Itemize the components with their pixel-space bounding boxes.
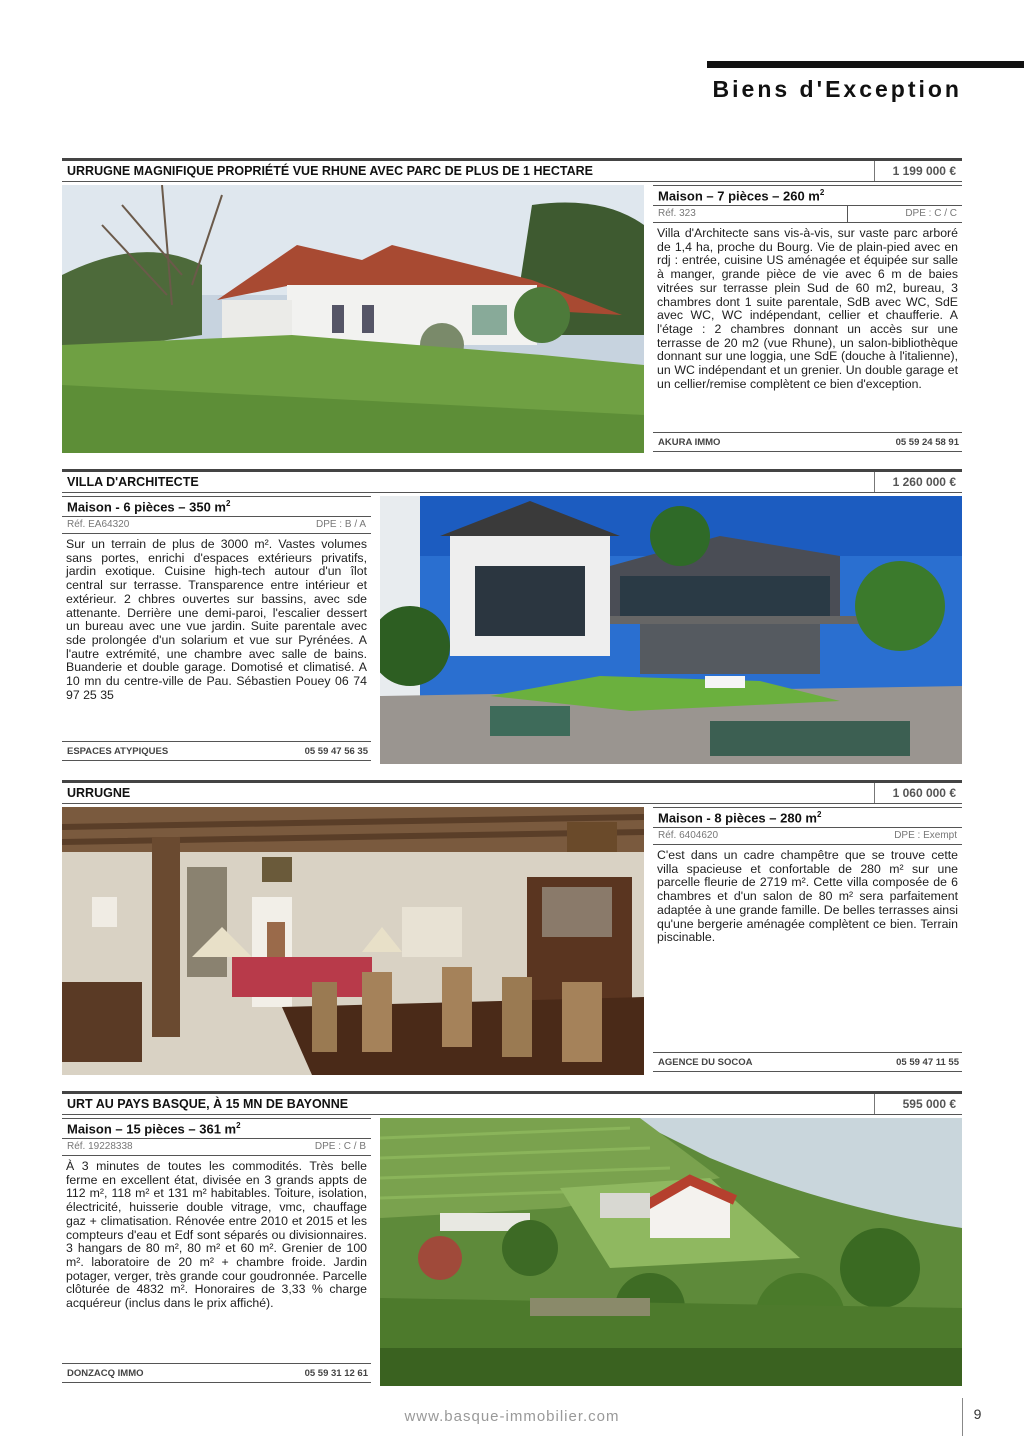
- listing-type: Maison – 7 pièces – 260 $m^2$: [653, 185, 962, 206]
- listing-info-panel: [62, 1118, 371, 1387]
- agency-phone: 05 59 47 56 35: [304, 746, 368, 757]
- listing-dpe: DPE : Exempt: [894, 830, 957, 841]
- listing-info-panel: [653, 185, 962, 454]
- ref-row: [62, 1139, 371, 1156]
- agency-row: [62, 741, 371, 761]
- property-photo: [380, 496, 962, 764]
- listing-info-panel: [653, 807, 962, 1076]
- listing-description: C'est dans un cadre champêtre que se trouve cette villa spacieuse et confortable de 280 m² sur une parcelle fleurie de 2719 m². Cette villa composée de 6 chambres et d'un salon de 80 m² sera parfaitement adaptée à une grande famille. De belles terrasses ainsi qu'une bergerie aménagée complètent ce bien. Terrain piscinable.: [657, 848, 958, 945]
- listing-description: Villa d'Architecte sans vis-à-vis, sur vaste parc arboré de 1,4 ha, proche du Bourg. Vie de plain-pied avec en rdj : entrée, cuisine US aménagée et équipée sur salle à manger, grande pièce de vie avec 6 m de baies vitrées sur terrasse plein Sud de 60 m2, bureau, 3 chambres dont 1 suite parentale, SdB avec WC, SdE avec WC, WC indépendant, cellier et chaufferie. A l'étage : 2 chambres donnant un accès sur une terrasse de 20 m2 (vue Rhune), un salon-bibliothèque donnant sur une loggia, une SdE (douche à l'italienne), un WC indépendant et un grenier. Un double garage et un cellier/remise complètent ce bien d'exception.: [657, 226, 958, 391]
- agency-phone: 05 59 31 12 61: [304, 1368, 368, 1379]
- listing-title-row: [62, 158, 962, 182]
- agency-row: [653, 1052, 962, 1072]
- listing-2: [62, 469, 962, 765]
- ref-row: [653, 828, 962, 845]
- listing-info-panel: [62, 496, 371, 765]
- listing-dpe: DPE : B / A: [315, 519, 366, 530]
- listing-title: VILLA D'ARCHITECTE: [67, 475, 199, 489]
- listing-dpe: DPE : C / C: [905, 208, 957, 219]
- listing-ref: Réf. 6404620: [658, 830, 719, 841]
- listing-description: Sur un terrain de plus de 3000 m². Vastes volumes sans portes, enrichi d'espaces extérieurs privatifs, jardin exotique. Cuisine high-tech autour d'un îlot central sur terrasse. Transparence entre intérieur et extérieur. 2 chbres ouvertes sur bassins, avec sde attenante. Derrière une demi-paroi, l'escalier dessert un bureau avec une vue jardin. Suite parentale avec sde prolongée d'un solarium et vue sur Pyrénées. A l'autre extrémité, une chambre avec salle de bains. Buanderie et double garage. Domotisé et climatisé. A 10 mn du centre-ville de Pau. Sébastien Pouey 06 74 97 25 35: [66, 537, 367, 702]
- listing-title-row: [62, 1091, 962, 1115]
- listing-title-row: [62, 780, 962, 804]
- listing-ref: Réf. 323: [653, 206, 848, 222]
- listing-1: [62, 158, 962, 454]
- listing-title: URRUGNE MAGNIFIQUE PROPRIÉTÉ VUE RHUNE AVEC PARC DE PLUS DE 1 HECTARE: [67, 164, 593, 178]
- property-photo: [380, 1118, 962, 1386]
- listing-description: À 3 minutes de toutes les commodités. Très belle ferme en excellent état, divisée en 3 grands appts de 112 m², 118 m² et 131 m² habitables. Toiture, isolation, électricité, huisserie double vitrage, vmc, chauffage gaz + climatisation. Rénovée entre 2010 et 2015 et les compteurs d'eau et Edf sont séparés ou divisionnaires. 3 hangars de 80 m², 80 m² et 60 m². Grenier de 100 m². laboratoire de 20 m² + chambre froide. Jardin potager, verger, très grande cour goudronnée. Parcelle clôturée de 4832 m². Honoraires de 3,33 % charge acquéreur (inclus dans le prix affiché).: [66, 1159, 367, 1311]
- property-photo: [62, 185, 644, 453]
- listing-type: Maison - 6 pièces – 350 $m^2$: [62, 496, 371, 517]
- agency-name: ESPACES ATYPIQUES: [67, 746, 169, 757]
- listing-price: 595 000 €: [874, 1094, 962, 1114]
- listing-type: Maison - 8 pièces – 280 $m^2$: [653, 807, 962, 828]
- agency-phone: 05 59 24 58 91: [895, 437, 959, 448]
- listing-ref: Réf. EA64320: [67, 519, 130, 530]
- listing-3: [62, 780, 962, 1076]
- listing-dpe: DPE : C / B: [314, 1141, 366, 1152]
- listing-price: 1 260 000 €: [874, 472, 962, 492]
- website-url: www.basque-immobilier.com: [404, 1408, 620, 1425]
- listing-title-row: [62, 469, 962, 493]
- property-photo: [62, 807, 644, 1075]
- listing-type: Maison – 15 pièces – 361 $m^2$: [62, 1118, 371, 1139]
- listing-ref: Réf. 19228338: [67, 1141, 133, 1152]
- page-number: 9: [962, 1398, 992, 1436]
- agency-name: DONZACQ IMMO: [67, 1368, 144, 1379]
- agency-row: [62, 1363, 371, 1383]
- ref-row: [653, 206, 962, 223]
- header-accent-bar: [707, 61, 1024, 68]
- agency-name: AKURA IMMO: [658, 437, 721, 448]
- listing-title: URT AU PAYS BASQUE, À 15 MN DE BAYONNE: [67, 1097, 349, 1111]
- page-title: Biens d'Exception: [712, 76, 962, 102]
- agency-phone: 05 59 47 11 55: [896, 1057, 959, 1068]
- ref-row: [62, 517, 371, 534]
- listing-price: 1 199 000 €: [874, 161, 962, 181]
- listing-4: [62, 1091, 962, 1387]
- listing-title: URRUGNE: [67, 786, 131, 800]
- agency-row: [653, 432, 962, 452]
- listing-price: 1 060 000 €: [874, 783, 962, 803]
- agency-name: AGENCE DU SOCOA: [658, 1057, 753, 1068]
